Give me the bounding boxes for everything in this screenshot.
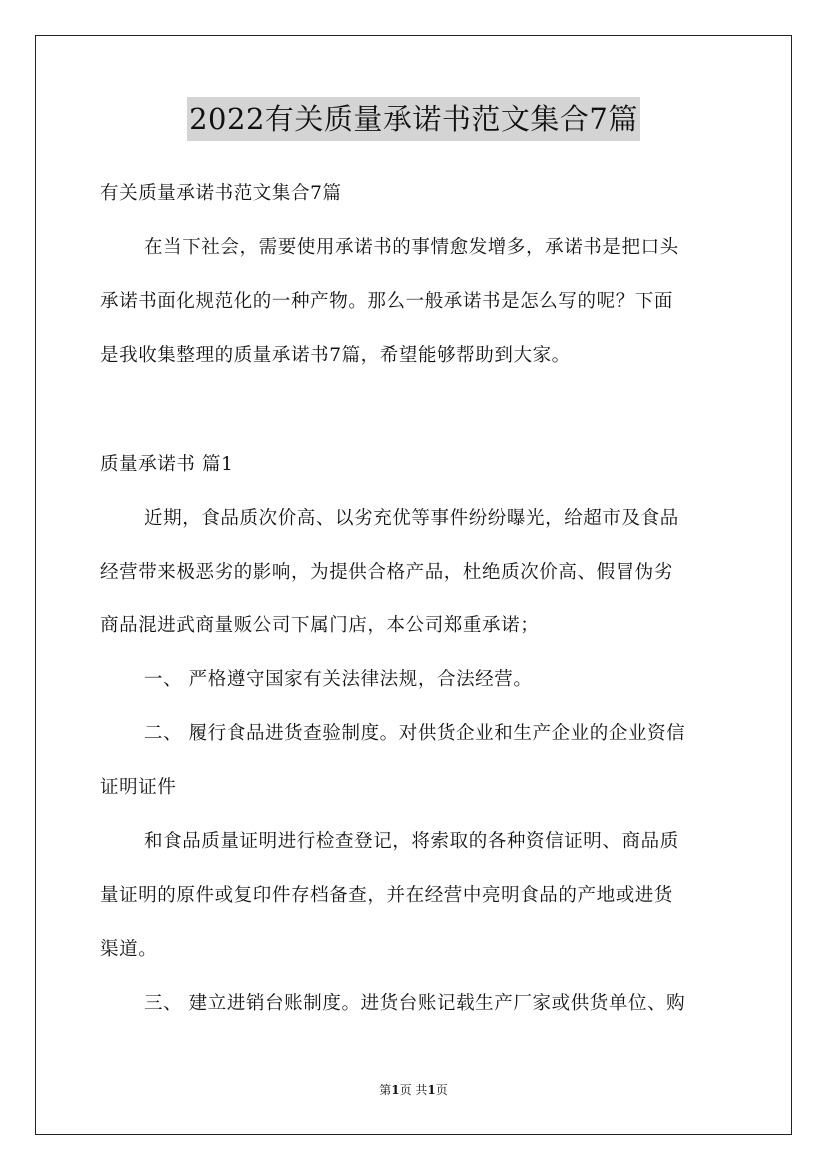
footer-suffix: 页 [435,1083,448,1097]
intro-line-1: 在当下社会，需要使用承诺书的事情愈发增多，承诺书是把口头 [144,237,679,258]
section-line-8: 量证明的原件或复印件存档备查，并在经营中亮明食品的产地或进货 [100,885,674,906]
section-line-2: 经营带来极恶劣的影响，为提供合格产品，杜绝质次价高、假冒伪劣 [100,562,674,583]
footer-mid: 页 共 [399,1083,428,1097]
footer-prefix: 第 [379,1083,392,1097]
section-line-4: 一、 严格遵守国家有关法律法规，合法经营。 [144,669,533,690]
footer-page-total: 1 [427,1083,436,1097]
footer-page-current: 1 [391,1083,400,1097]
page-footer [0,1082,827,1098]
section-line-10: 三、 建立进销台账制度。进货台账记载生产厂家或供货单位、购 [144,993,686,1014]
intro-line-2: 承诺书面化规范化的一种产物。那么一般承诺书是怎么写的呢？下面 [100,291,674,312]
section-line-5: 二、 履行食品进货查验制度。对供货企业和生产企业的企业资信 [144,723,686,744]
title-container [0,97,827,141]
section-line-6: 证明证件 [100,777,177,798]
intro-line-3: 是我收集整理的质量承诺书7篇，希望能够帮助到大家。 [100,345,571,366]
document-subtitle: 有关质量承诺书范文集合7篇 [100,183,342,204]
section-line-9: 渠道。 [100,939,158,960]
section-line-1: 近期，食品质次价高、以劣充优等事件纷纷曝光，给超市及食品 [144,508,679,529]
document-title: 2022有关质量承诺书范文集合7篇 [187,97,640,141]
section-line-7: 和食品质量证明进行检查登记，将索取的各种资信证明、商品质 [144,831,679,852]
section-line-3: 商品混进武商量贩公司下属门店，本公司郑重承诺； [100,615,540,636]
section-heading: 质量承诺书 篇1 [100,454,234,475]
